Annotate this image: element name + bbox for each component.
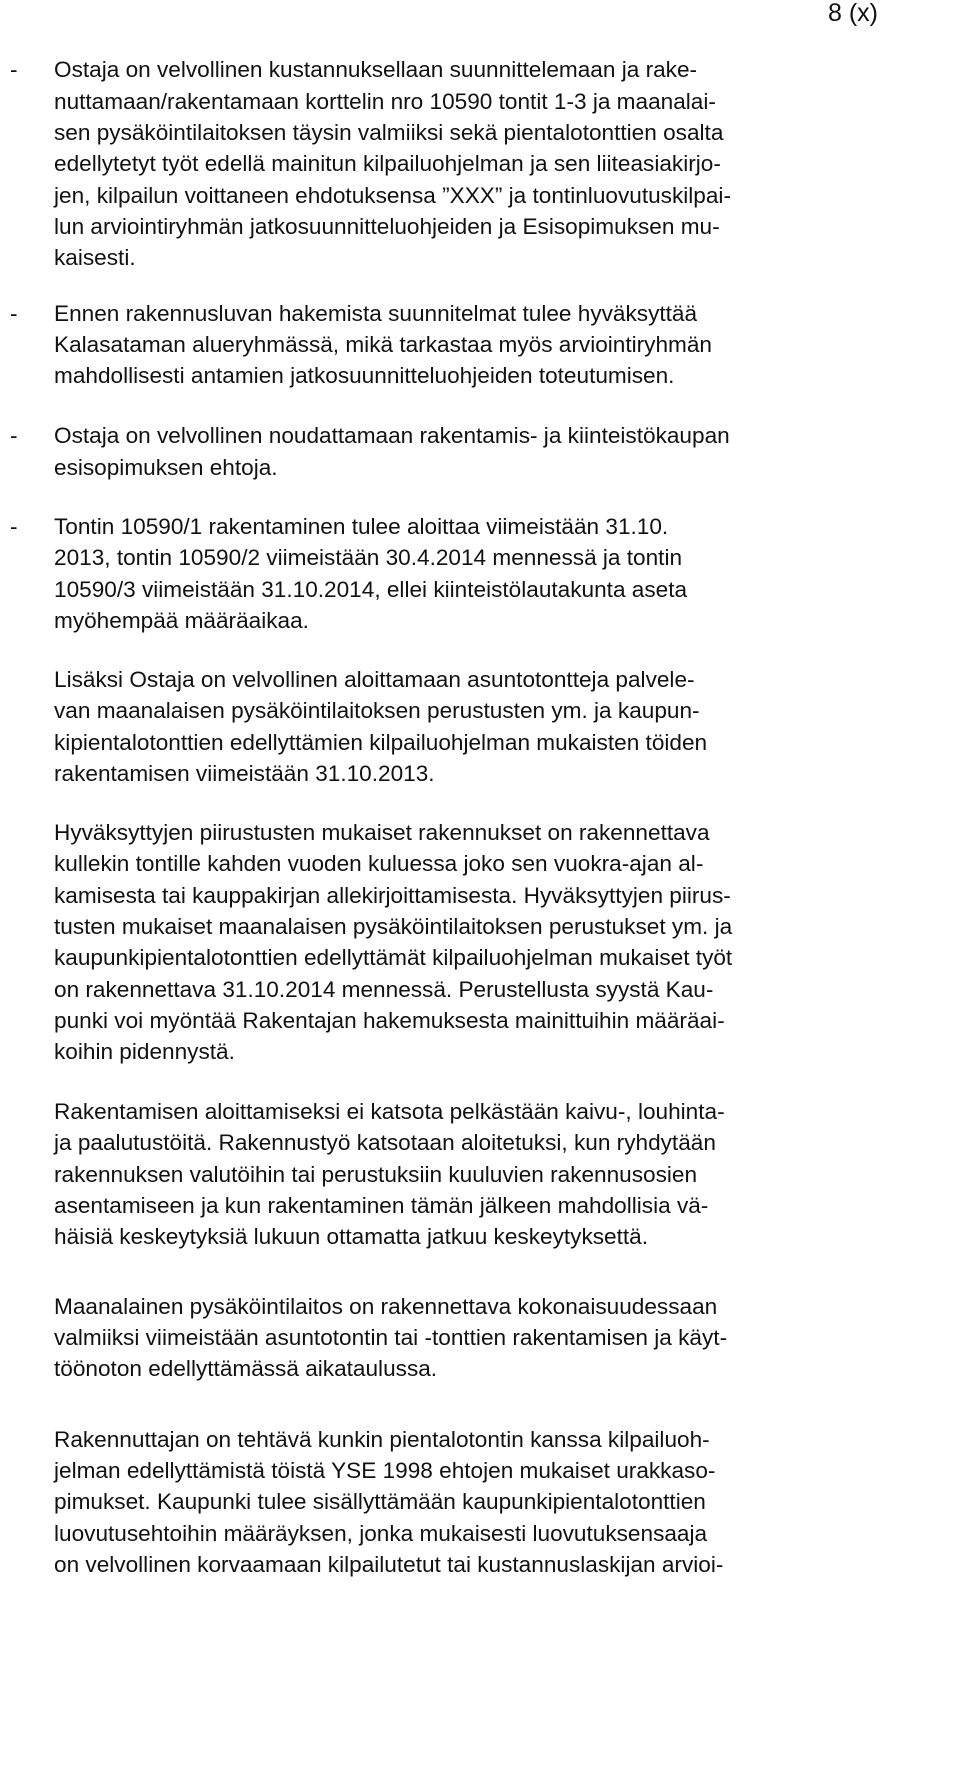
text-line: töönoton edellyttämässä aikataulussa. (54, 1356, 438, 1381)
text-line: on rakennettava 31.10.2014 mennessä. Perustellusta syystä Kau- (54, 977, 714, 1002)
text-line: Rakennuttajan on tehtävä kunkin pientalotontin kanssa kilpailuoh- (54, 1427, 710, 1452)
text-line: Ennen rakennusluvan hakemista suunnitelmat tulee hyväksyttää (54, 301, 698, 326)
text-line: 2013, tontin 10590/2 viimeistään 30.4.2014 mennessä ja tontin (54, 545, 683, 570)
text-line: van maanalaisen pysäköintilaitoksen perustusten ym. ja kaupun- (54, 698, 700, 723)
text-line: pimukset. Kaupunki tulee sisällyttämään kaupunkipientalotonttien (54, 1489, 706, 1514)
text-line: Kalasataman alueryhmässä, mikä tarkastaa myös arviointiryhmän (54, 332, 712, 357)
bullet-dash: - (10, 514, 18, 539)
text-line: Lisäksi Ostaja on velvollinen aloittamaan asuntotontteja palvele- (54, 667, 695, 692)
text-line: valmiiksi viimeistään asuntotontin tai -tonttien rakentamisen ja käyt- (54, 1325, 728, 1350)
text-line: sen pysäköintilaitoksen täysin valmiiksi sekä pientalotonttien osalta (54, 120, 724, 145)
page-number: 8 (x) (828, 0, 878, 27)
text-line: kaupunkipientalotonttien edellyttämät kilpailuohjelman mukaiset työt (54, 945, 733, 970)
text-line: kipientalotonttien edellyttämien kilpailuohjelman mukaisten töiden (54, 730, 708, 755)
text-line: edellytetyt työt edellä mainitun kilpailuohjelman ja sen liiteasiakirjo- (54, 151, 721, 176)
text-line: on velvollinen korvaamaan kilpailutetut tai kustannuslaskijan arvioi- (54, 1552, 724, 1577)
text-line: jelman edellyttämistä töistä YSE 1998 ehtojen mukaiset urakkaso- (54, 1458, 716, 1483)
text-line: Rakentamisen aloittamiseksi ei katsota pelkästään kaivu-, louhinta- (54, 1099, 725, 1124)
text-line: Ostaja on velvollinen noudattamaan rakentamis- ja kiinteistökaupan (54, 423, 730, 448)
text-line: Ostaja on velvollinen kustannuksellaan suunnittelemaan ja rake- (54, 57, 698, 82)
text-line: tusten mukaiset maanalaisen pysäköintilaitoksen perustukset ym. ja (54, 914, 733, 939)
text-line: nuttamaan/rakentamaan korttelin nro 10590 tontit 1-3 ja maanalai- (54, 89, 716, 114)
text-line: jen, kilpailun voittaneen ehdotuksensa ”XXX” ja tontinluovutuskilpai- (54, 183, 731, 208)
text-line: rakentamisen viimeistään 31.10.2013. (54, 761, 435, 786)
text-line: ja paalutustöitä. Rakennustyö katsotaan aloitetuksi, kun ryhdytään (54, 1130, 716, 1155)
text-line: 10590/3 viimeistään 31.10.2014, ellei kiinteistölautakunta aseta (54, 577, 688, 602)
text-line: kamisesta tai kauppakirjan allekirjoittamisesta. Hyväksyttyjen piirus- (54, 883, 731, 908)
text-line: myöhempää määräaikaa. (54, 608, 309, 633)
text-line: Tontin 10590/1 rakentaminen tulee aloittaa viimeistään 31.10. (54, 514, 669, 539)
text-line: rakennuksen valutöihin tai perustuksiin kuuluvien rakennusosien (54, 1162, 698, 1187)
text-line: lun arviointiryhmän jatkosuunnitteluohjeiden ja Esisopimuksen mu- (54, 214, 720, 239)
text-line: Hyväksyttyjen piirustusten mukaiset rakennukset on rakennettava (54, 820, 710, 845)
text-line: luovutusehtoihin määräyksen, jonka mukaisesti luovutuksensaaja (54, 1521, 708, 1546)
text-line: kullekin tontille kahden vuoden kuluessa joko sen vuokra-ajan al- (54, 851, 704, 876)
text-line: esisopimuksen ehtoja. (54, 455, 278, 480)
text-line: asentamiseen ja kun rakentaminen tämän jälkeen mahdollisia vä- (54, 1193, 709, 1218)
bullet-dash: - (10, 57, 18, 82)
text-line: Maanalainen pysäköintilaitos on rakennettava kokonaisuudessaan (54, 1294, 718, 1319)
bullet-dash: - (10, 423, 18, 448)
text-line: kaisesti. (54, 245, 136, 270)
text-line: koihin pidennystä. (54, 1039, 235, 1064)
text-line: häisiä keskeytyksiä lukuun ottamatta jatkuu keskeytyksettä. (54, 1224, 649, 1249)
bullet-dash: - (10, 301, 18, 326)
text-line: mahdollisesti antamien jatkosuunnitteluohjeiden toteutumisen. (54, 363, 675, 388)
text-line: punki voi myöntää Rakentajan hakemuksesta mainittuihin määräai- (54, 1008, 725, 1033)
